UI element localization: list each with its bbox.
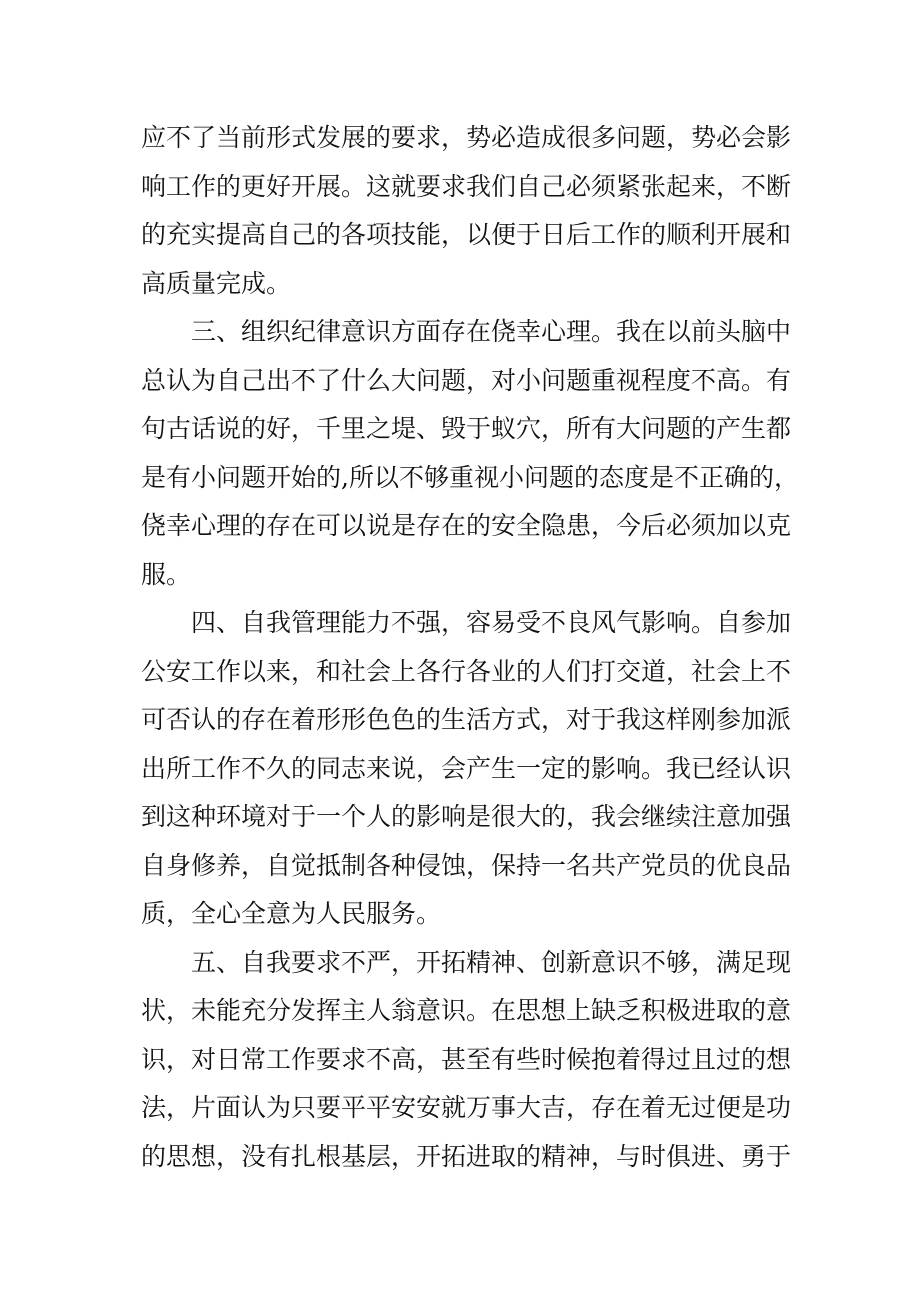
- paragraph-heading-line: 三、组织纪律意识方面存在侥幸心理。我在以前头脑中: [191, 317, 792, 346]
- document-body: [141, 114, 799, 1181]
- text-line: 的充实提高自己的各项技能，以便于日后工作的顺利开展和: [141, 220, 792, 249]
- text-line: 识，对日常工作要求不高，甚至有些时候抱着得过且过的想: [141, 1044, 792, 1074]
- text-line: 自身修养，自觉抵制各种侵蚀，保持一名共产党员的优良品: [141, 850, 792, 880]
- text-line: 的思想，没有扎根基层，开拓进取的精神，与时俱进、勇于: [141, 1141, 792, 1171]
- text-line: 响工作的更好开展。这就要求我们自己必须紧张起来，不断: [141, 171, 792, 201]
- text-line: 总认为自己出不了什么大问题，对小问题重视程度不高。有: [141, 365, 792, 395]
- text-line: 质，全心全意为人民服务。: [141, 899, 442, 928]
- text-line: 高质量完成。: [141, 268, 292, 298]
- paragraph-heading-line: 四、自我管理能力不强，容易受不良风气影响。自参加: [191, 608, 792, 637]
- text-line: 是有小问题开始的,所以不够重视小问题的态度是不正确的，: [141, 462, 799, 492]
- text-line: 可否认的存在着形形色色的生活方式，对于我这样刚参加派: [141, 705, 792, 734]
- text-line: 状，未能充分发挥主人翁意识。在思想上缺乏积极进取的意: [141, 996, 792, 1025]
- text-line: 服。: [141, 559, 192, 589]
- text-line: 侥幸心理的存在可以说是存在的安全隐患，今后必须加以克: [141, 511, 792, 540]
- text-line: 到这种环境对于一个人的影响是很大的，我会继续注意加强: [141, 802, 792, 831]
- text-line: 句古话说的好，千里之堤、毁于蚁穴，所有大问题的产生都: [141, 414, 792, 443]
- text-line: 公安工作以来，和社会上各行各业的人们打交道，社会上不: [141, 656, 792, 686]
- paragraph-heading-line: 五、自我要求不严，开拓精神、创新意识不够，满足现: [191, 947, 792, 977]
- text-line: 应不了当前形式发展的要求，势必造成很多问题，势必会影: [141, 123, 792, 152]
- text-line: 出所工作不久的同志来说，会产生一定的影响。我已经认识: [141, 753, 792, 783]
- text-line: 法，片面认为只要平平安安就万事大吉，存在着无过便是功: [141, 1093, 792, 1122]
